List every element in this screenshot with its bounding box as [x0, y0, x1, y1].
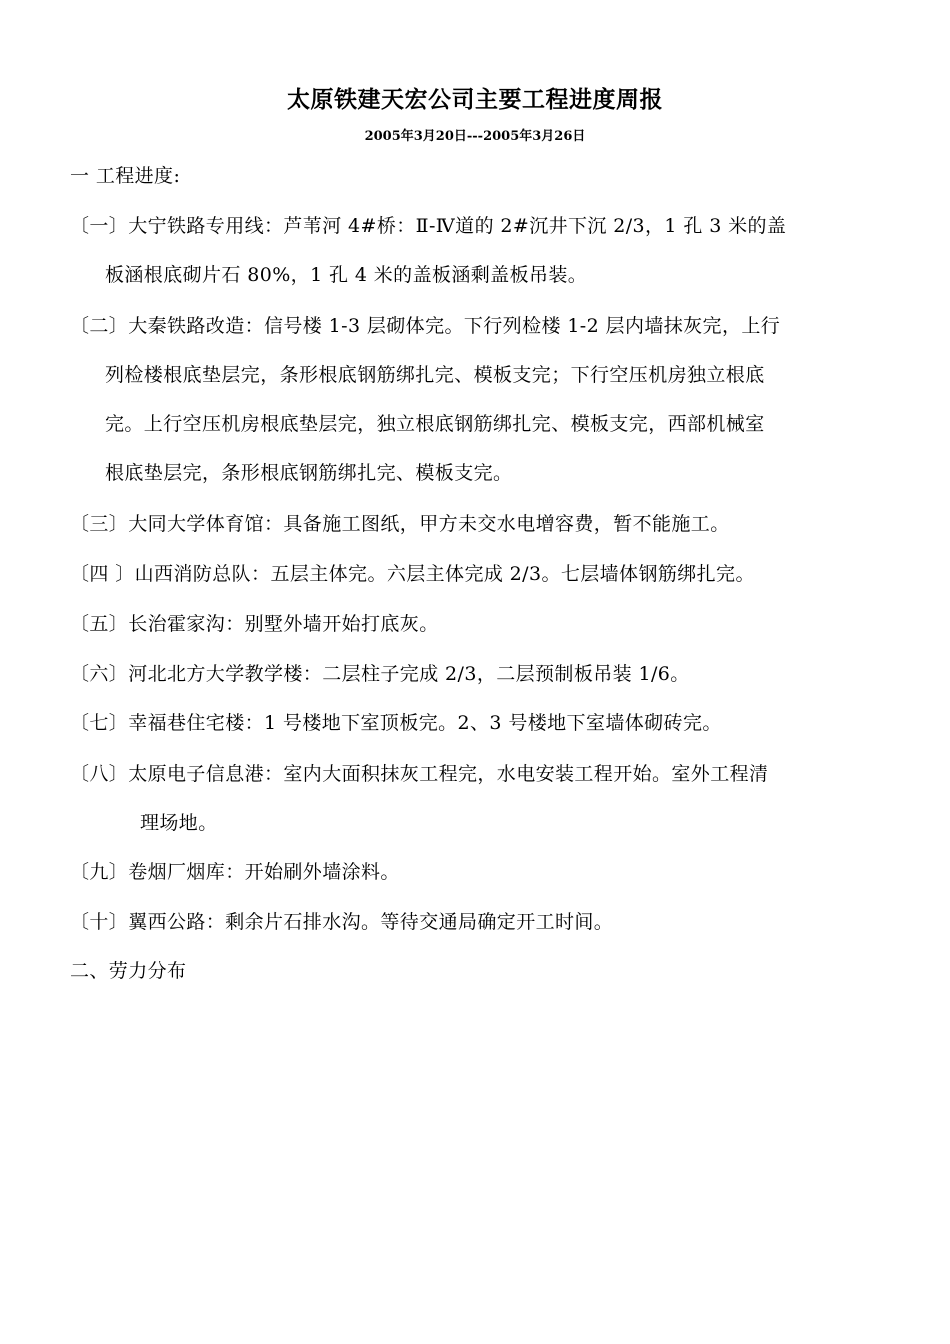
section-heading-labor: 二、劳力分布: [70, 960, 187, 982]
section-heading-progress: 一 工程进度:: [70, 165, 181, 187]
report-date-range: 2005年3月20日---2005年3月26日: [364, 129, 586, 144]
item-7: 〔七〕幸福巷住宅楼：1 号楼地下室顶板完。2、3 号楼地下室墙体砌砖完。: [70, 712, 722, 734]
item-5: 〔五〕长治霍家沟：别墅外墙开始打底灰。: [70, 613, 439, 635]
item-2-line-3: 完。上行空压机房根底垫层完，独立根底钢筋绑扎完、模板支完，西部机械室: [105, 413, 765, 435]
item-9: 〔九〕卷烟厂烟库：开始刷外墙涂料。: [70, 861, 400, 883]
report-title: 太原铁建天宏公司主要工程进度周报: [287, 86, 663, 113]
item-8-line-2: 理场地。: [140, 812, 218, 834]
item-3: 〔三〕大同大学体育馆：具备施工图纸，甲方未交水电增容费，暂不能施工。: [70, 513, 730, 535]
item-2-line-1: 〔二〕大秦铁路改造：信号楼 1-3 层砌体完。下行列检楼 1-2 层内墙抹灰完，上行: [70, 315, 781, 337]
item-2-line-2: 列检楼根底垫层完，条形根底钢筋绑扎完、模板支完；下行空压机房独立根底: [105, 364, 765, 386]
item-2-line-4: 根底垫层完，条形根底钢筋绑扎完、模板支完。: [105, 462, 513, 484]
item-10: 〔十〕翼西公路：剩余片石排水沟。等待交通局确定开工时间。: [70, 911, 614, 933]
item-4: 〔四 〕山西消防总队：五层主体完。六层主体完成 2/3。七层墙体钢筋绑扎完。: [70, 563, 755, 585]
item-1-line-1: 〔一〕大宁铁路专用线：芦苇河 4#桥：Ⅱ-Ⅳ道的 2#沉井下沉 2/3，1 孔 3 米的盖: [70, 215, 787, 237]
item-6: 〔六〕河北北方大学教学楼：二层柱子完成 2/3，二层预制板吊装 1/6。: [70, 663, 690, 685]
item-1-line-2: 板涵根底砌片石 80%，1 孔 4 米的盖板涵剩盖板吊装。: [105, 264, 588, 286]
item-8-line-1: 〔八〕太原电子信息港：室内大面积抹灰工程完，水电安装工程开始。室外工程清: [70, 763, 769, 785]
